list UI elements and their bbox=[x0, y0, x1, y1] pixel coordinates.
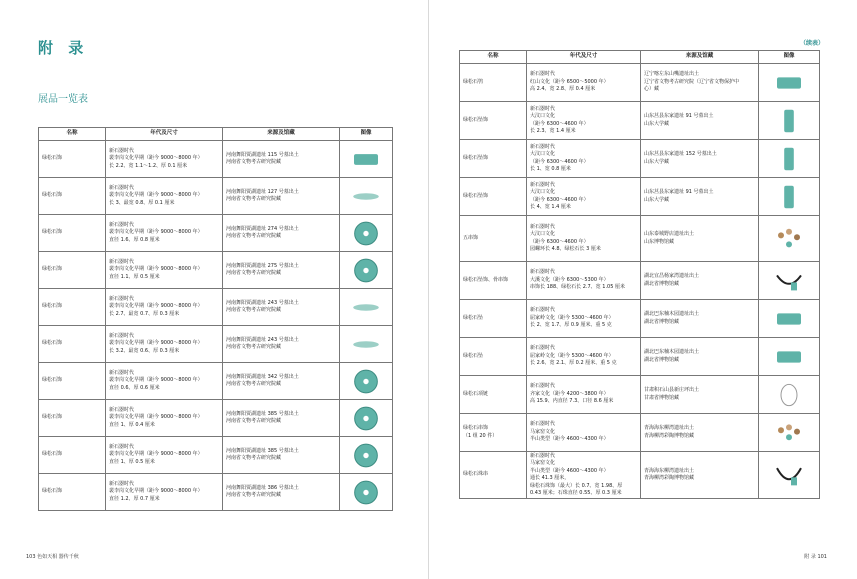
exhibit-table-left bbox=[38, 127, 393, 511]
item-image bbox=[759, 262, 820, 300]
turquoise-artifact-icon bbox=[346, 331, 386, 358]
table-row bbox=[460, 262, 820, 300]
item-era-size bbox=[106, 289, 223, 326]
table-row bbox=[39, 141, 393, 178]
table-row bbox=[460, 376, 820, 414]
era-line: 直径 1.6、厚 0.8 厘米 bbox=[109, 236, 160, 243]
item-name-line: 绿松石项链 bbox=[463, 390, 489, 397]
turquoise-artifact-icon bbox=[769, 183, 809, 211]
item-image bbox=[340, 326, 393, 363]
source-line: 甘肃省博物馆藏 bbox=[644, 394, 680, 401]
table-subtitle: 展品一览表 bbox=[38, 94, 88, 105]
era-line: 裴李岗文化早期（距今 9000～8000 年） bbox=[109, 377, 203, 384]
item-name: 绿松石饰 bbox=[39, 141, 106, 178]
item-image bbox=[340, 178, 393, 215]
table-row bbox=[39, 178, 393, 215]
source-line: 河南省文物考古研究院藏 bbox=[226, 455, 282, 461]
item-era-size bbox=[527, 216, 641, 262]
era-line: 新石器时代 bbox=[530, 105, 556, 112]
turquoise-artifact-icon bbox=[769, 69, 809, 97]
item-name bbox=[460, 178, 527, 216]
source-line: 河南舞阳贾湖遗址 275 号墓出土 bbox=[226, 262, 299, 269]
source-line: 青海海东柳湾遗址出土 bbox=[644, 467, 695, 474]
era-line: 长 2.3、宽 1.4 厘米 bbox=[530, 128, 576, 134]
era-line: 大汶口文化 bbox=[530, 231, 556, 237]
era-line: 长 2.6、宽 2.1、厚 0.2 厘米、重 5 克 bbox=[530, 360, 617, 367]
column-header: 图像 bbox=[340, 128, 393, 141]
era-line: 新石器时代 bbox=[530, 307, 556, 314]
turquoise-artifact-icon bbox=[769, 305, 809, 333]
table-row bbox=[39, 363, 393, 400]
era-line: 新石器时代 bbox=[530, 383, 556, 390]
source-line: 山东大学藏 bbox=[644, 158, 670, 165]
item-image bbox=[340, 215, 393, 252]
item-name-line: 绿松石鸮 bbox=[463, 78, 484, 85]
item-image bbox=[340, 252, 393, 289]
item-image bbox=[340, 437, 393, 474]
era-line: （距今 6300～4600 年） bbox=[530, 158, 589, 165]
item-era-size bbox=[527, 262, 641, 300]
source-line: 辽宁喀左东山嘴遗址出土 bbox=[644, 71, 700, 78]
page-footer-left: 103 色如天相 器传千秋 bbox=[26, 554, 79, 560]
era-line: 裴李岗文化早期（距今 9000～8000 年） bbox=[109, 488, 203, 495]
left-page bbox=[0, 0, 428, 579]
item-name-line: （1 组 20 件） bbox=[463, 432, 498, 439]
item-era-size bbox=[106, 215, 223, 252]
item-name bbox=[460, 338, 527, 376]
table-row bbox=[460, 64, 820, 102]
era-line: 新石器时代 bbox=[109, 369, 135, 376]
turquoise-artifact-icon bbox=[769, 343, 809, 371]
era-line: 半山类型（距今 4600～4300 年） bbox=[530, 467, 609, 474]
item-name bbox=[460, 216, 527, 262]
era-line: 长 3、最宽 0.8、厚 0.1 厘米 bbox=[109, 199, 175, 206]
item-era-size bbox=[527, 178, 641, 216]
turquoise-artifact-icon bbox=[346, 479, 386, 506]
table-row bbox=[39, 437, 393, 474]
turquoise-artifact-icon bbox=[346, 405, 386, 432]
source-line: 山东大学藏 bbox=[644, 196, 670, 203]
era-line: 新石器时代 bbox=[109, 295, 135, 302]
source-line: 湖北省博物馆藏 bbox=[644, 318, 680, 325]
era-line: （距今 6300～4600 年） bbox=[530, 238, 589, 245]
era-line: 新石器时代 bbox=[530, 269, 556, 276]
item-era-size bbox=[106, 178, 223, 215]
item-era-size bbox=[527, 140, 641, 178]
era-line: 裴李岗文化早期（距今 9000～8000 年） bbox=[109, 155, 203, 162]
item-source bbox=[223, 289, 340, 326]
source-line: 山东莒县东家遗址 152 号墓出土 bbox=[644, 151, 717, 157]
item-name bbox=[460, 300, 527, 338]
column-header: 名称 bbox=[39, 128, 106, 141]
source-line: 河南舞阳贾湖遗址 127 号墓出土 bbox=[226, 188, 299, 195]
source-line: 河南舞阳贾湖遗址 385 号墓出土 bbox=[226, 447, 299, 454]
column-header: 名称 bbox=[460, 51, 527, 64]
exhibit-table-right bbox=[459, 50, 820, 499]
table-row bbox=[460, 140, 820, 178]
item-image bbox=[759, 216, 820, 262]
source-line: 山东博物馆藏 bbox=[644, 238, 675, 245]
era-line: 直径 1、厚 0.4 厘米 bbox=[109, 421, 155, 428]
era-line: 屈家岭文化（距今 5300～4600 年） bbox=[530, 352, 614, 359]
era-line: 新石器时代 bbox=[109, 480, 135, 487]
item-name: 绿松石饰 bbox=[39, 437, 106, 474]
item-era-size bbox=[106, 363, 223, 400]
item-era-size bbox=[527, 64, 641, 102]
source-line: 湖北省博物馆藏 bbox=[644, 280, 680, 287]
item-image bbox=[759, 300, 820, 338]
era-line: 长 2.2、宽 1.1～1.2、厚 0.1 厘米 bbox=[109, 162, 188, 169]
item-name bbox=[460, 262, 527, 300]
era-line: 新石器时代 bbox=[109, 184, 135, 191]
era-line: 裴李岗文化早期（距今 9000～8000 年） bbox=[109, 303, 203, 310]
turquoise-artifact-icon bbox=[346, 257, 386, 284]
era-line: 裴李岗文化早期（距今 9000～8000 年） bbox=[109, 192, 203, 199]
item-source bbox=[641, 64, 759, 102]
era-line: （距今 6300～4600 年） bbox=[530, 120, 589, 127]
turquoise-artifact-icon bbox=[769, 221, 809, 257]
item-source bbox=[641, 414, 759, 452]
item-image bbox=[340, 141, 393, 178]
era-line: 大汶口文化 bbox=[530, 189, 556, 195]
source-line: 山东大学藏 bbox=[644, 120, 670, 127]
item-name-line: 五串饰 bbox=[463, 234, 479, 241]
item-era-size bbox=[106, 252, 223, 289]
table-row bbox=[460, 414, 820, 452]
source-line: 河南舞阳贾湖遗址 342 号墓出土 bbox=[226, 373, 299, 380]
source-line: 河南舞阳贾湖遗址 115 号墓出土 bbox=[226, 151, 299, 158]
item-name-line: 绿松石坠饰 bbox=[463, 116, 489, 123]
table-row bbox=[39, 289, 393, 326]
turquoise-artifact-icon bbox=[769, 457, 809, 494]
table-row bbox=[460, 338, 820, 376]
item-era-size bbox=[527, 376, 641, 414]
era-line: 裴李岗文化早期（距今 9000～8000 年） bbox=[109, 451, 203, 458]
item-era-size bbox=[527, 300, 641, 338]
era-line: 新石器时代 bbox=[109, 258, 135, 265]
source-line: 山东泰城野店遗址出土 bbox=[644, 231, 695, 237]
era-line: 大汶口文化 bbox=[530, 151, 556, 157]
era-line: 直径 1、厚 0.5 厘米 bbox=[109, 458, 155, 465]
source-line: 河南舞阳贾湖遗址 386 号墓出土 bbox=[226, 484, 299, 491]
item-image bbox=[759, 338, 820, 376]
era-line: 新石器时代 bbox=[530, 421, 556, 428]
column-header: 年代及尺寸 bbox=[527, 51, 641, 64]
source-line: 河南舞阳贾湖遗址 243 号墓出土 bbox=[226, 299, 299, 306]
source-line: 河南省文物考古研究院藏 bbox=[226, 233, 282, 239]
item-image bbox=[340, 400, 393, 437]
item-source bbox=[223, 474, 340, 511]
item-era-size bbox=[106, 326, 223, 363]
table-row bbox=[39, 326, 393, 363]
era-line: 新石器时代 bbox=[530, 71, 556, 78]
item-name: 绿松石饰 bbox=[39, 474, 106, 511]
era-line: 大汶口文化 bbox=[530, 113, 556, 119]
era-line: 长 2、宽 1.7、厚 0.9 厘米、重 5 克 bbox=[530, 322, 612, 329]
source-line: 河南省文物考古研究院藏 bbox=[226, 344, 282, 350]
item-name: 绿松石饰 bbox=[39, 400, 106, 437]
era-line: 绿松石珠饰（最大）长 0.7、宽 1.98、厚 bbox=[530, 482, 623, 489]
source-line: 河南省文物考古研究院藏 bbox=[226, 492, 282, 498]
item-name-line: 绿松石坠饰 bbox=[463, 154, 489, 161]
era-line: 裴李岗文化早期（距今 9000～8000 年） bbox=[109, 340, 203, 347]
era-line: 新石器时代 bbox=[109, 443, 135, 450]
source-line: 山东莒县东家遗址 91 号墓出土 bbox=[644, 113, 714, 119]
item-era-size bbox=[106, 474, 223, 511]
turquoise-artifact-icon bbox=[346, 183, 386, 210]
item-name bbox=[460, 140, 527, 178]
turquoise-artifact-icon bbox=[769, 381, 809, 409]
turquoise-artifact-icon bbox=[769, 107, 809, 135]
column-header: 来源及馆藏 bbox=[223, 128, 340, 141]
era-line: 红山文化（距今 6500～5000 年） bbox=[530, 78, 609, 85]
era-line: 长 2.7、最宽 0.7、厚 0.3 厘米 bbox=[109, 310, 180, 317]
item-era-size bbox=[106, 400, 223, 437]
item-source bbox=[641, 178, 759, 216]
item-name-line: 绿松石坠 bbox=[463, 314, 484, 321]
table-row bbox=[39, 252, 393, 289]
source-line: 青海柳湾彩陶博物馆藏 bbox=[644, 475, 695, 481]
table-row bbox=[39, 474, 393, 511]
item-source bbox=[641, 216, 759, 262]
era-line: 马家窑文化 bbox=[530, 428, 556, 435]
era-line: 半山类型（距今 4600～4300 年） bbox=[530, 436, 609, 443]
era-line: （距今 6300～4600 年） bbox=[530, 196, 589, 203]
turquoise-artifact-icon bbox=[346, 294, 386, 321]
item-name-line: 绿松石坠 bbox=[463, 352, 484, 359]
item-image bbox=[759, 64, 820, 102]
item-source bbox=[641, 338, 759, 376]
source-line: 河南省文物考古研究院藏 bbox=[226, 307, 282, 313]
item-name: 绿松石饰 bbox=[39, 326, 106, 363]
era-line: 新石器时代 bbox=[530, 143, 556, 150]
table-row bbox=[460, 178, 820, 216]
item-name: 绿松石饰 bbox=[39, 215, 106, 252]
item-name bbox=[460, 64, 527, 102]
turquoise-artifact-icon bbox=[346, 146, 386, 173]
column-header: 来源及馆藏 bbox=[641, 51, 759, 64]
turquoise-artifact-icon bbox=[769, 267, 809, 295]
item-source bbox=[223, 252, 340, 289]
era-line: 裴李岗文化早期（距今 9000～8000 年） bbox=[109, 229, 203, 236]
item-image bbox=[340, 289, 393, 326]
item-image bbox=[759, 414, 820, 452]
item-name-line: 绿松石串饰 bbox=[463, 425, 489, 431]
item-name-line: 绿松石坠饰 bbox=[463, 192, 489, 199]
table-row bbox=[39, 400, 393, 437]
item-name: 绿松石饰 bbox=[39, 252, 106, 289]
item-era-size bbox=[106, 141, 223, 178]
source-line: 河南舞阳贾湖遗址 385 号墓出土 bbox=[226, 410, 299, 417]
table-row bbox=[460, 300, 820, 338]
era-line: 新石器时代 bbox=[530, 223, 556, 230]
item-era-size bbox=[527, 414, 641, 452]
item-source bbox=[223, 437, 340, 474]
item-image bbox=[759, 140, 820, 178]
item-source bbox=[641, 140, 759, 178]
era-line: 直径 0.6、厚 0.6 厘米 bbox=[109, 384, 160, 391]
page-footer-right: 附 录 101 bbox=[804, 554, 827, 560]
source-line: 河南省文物考古研究院藏 bbox=[226, 270, 282, 276]
source-line: 湖北省博物馆藏 bbox=[644, 356, 680, 363]
item-name bbox=[460, 376, 527, 414]
source-line: 河南省文物考古研究院藏 bbox=[226, 159, 282, 165]
era-line: 新石器时代 bbox=[109, 406, 135, 413]
era-line: 裴李岗文化早期（距今 9000～8000 年） bbox=[109, 266, 203, 273]
item-name bbox=[460, 452, 527, 499]
era-line: 通长 41.3 厘米， bbox=[530, 475, 570, 481]
item-source bbox=[641, 262, 759, 300]
era-line: 大溪文化（距今 6300～5300 年） bbox=[530, 276, 609, 283]
era-line: 长 4、宽 1.4 厘米 bbox=[530, 204, 571, 210]
source-line: 河南舞阳贾湖遗址 274 号墓出土 bbox=[226, 225, 299, 232]
era-line: 高 2.4、宽 2.8、厚 0.4 厘米 bbox=[530, 86, 596, 93]
source-line: 湖北宜昌杨家湾遗址出土 bbox=[644, 273, 700, 279]
era-line: 新石器时代 bbox=[109, 147, 135, 154]
era-line: 新石器时代 bbox=[530, 345, 556, 352]
era-line: 0.43 厘米；石珠直径 0.55、厚 0.3 厘米 bbox=[530, 490, 622, 496]
era-line: 高 15.9、内直径 7.3、口径 8.6 厘米 bbox=[530, 398, 614, 405]
item-name bbox=[460, 414, 527, 452]
source-line: 河南省文物考古研究院藏 bbox=[226, 196, 282, 202]
item-source bbox=[223, 326, 340, 363]
table-row bbox=[460, 102, 820, 140]
item-name: 绿松石饰 bbox=[39, 289, 106, 326]
source-line: 河南省文物考古研究院藏 bbox=[226, 381, 282, 387]
item-image bbox=[340, 474, 393, 511]
item-image bbox=[759, 376, 820, 414]
table-row bbox=[460, 216, 820, 262]
era-line: 屈家岭文化（距今 5300～4600 年） bbox=[530, 314, 614, 321]
era-line: 新石器时代 bbox=[530, 452, 556, 459]
item-source bbox=[641, 376, 759, 414]
source-line: 青海海东柳湾遗址出土 bbox=[644, 425, 695, 431]
source-line: 湖北巴东楠木园遗址出土 bbox=[644, 349, 700, 355]
item-source bbox=[223, 400, 340, 437]
era-line: 园螺环长 4.8、绿松石长 3 厘米 bbox=[530, 246, 601, 252]
source-line: 心）藏 bbox=[644, 86, 660, 93]
era-line: 直径 1.2、厚 0.7 厘米 bbox=[109, 495, 160, 502]
right-page bbox=[429, 0, 857, 579]
item-era-size bbox=[527, 338, 641, 376]
item-image bbox=[759, 178, 820, 216]
item-image bbox=[759, 102, 820, 140]
era-line: 新石器时代 bbox=[109, 221, 135, 228]
table-row bbox=[460, 452, 820, 499]
turquoise-artifact-icon bbox=[769, 419, 809, 447]
era-line: 串饰长 188、绿松石长 2.7、宽 1.05 厘米 bbox=[530, 284, 625, 291]
era-line: 直径 1.1、厚 0.5 厘米 bbox=[109, 273, 160, 280]
source-line: 青海柳湾彩陶博物馆藏 bbox=[644, 432, 695, 439]
era-line: 长 3.2、最宽 0.6、厚 0.3 厘米 bbox=[109, 347, 180, 354]
turquoise-artifact-icon bbox=[346, 220, 386, 247]
era-line: 裴李岗文化早期（距今 9000～8000 年） bbox=[109, 414, 203, 421]
item-name-line: 绿松石珠串 bbox=[463, 471, 489, 478]
turquoise-artifact-icon bbox=[346, 368, 386, 395]
item-era-size bbox=[106, 437, 223, 474]
page-title: 附 录 bbox=[38, 39, 89, 57]
source-line: 甘肃积石山县新庄坪出土 bbox=[644, 387, 700, 393]
continued-label: （续表） bbox=[799, 40, 824, 47]
table-row bbox=[39, 215, 393, 252]
column-header: 年代及尺寸 bbox=[106, 128, 223, 141]
item-era-size bbox=[527, 102, 641, 140]
item-source bbox=[223, 178, 340, 215]
era-line: 马家窑文化 bbox=[530, 460, 556, 466]
era-line: 长 1、宽 0.8 厘米 bbox=[530, 166, 571, 172]
turquoise-artifact-icon bbox=[769, 145, 809, 173]
item-era-size bbox=[527, 452, 641, 499]
column-header: 图像 bbox=[759, 51, 820, 64]
turquoise-artifact-icon bbox=[346, 442, 386, 469]
era-line: 新石器时代 bbox=[109, 332, 135, 339]
item-image bbox=[759, 452, 820, 499]
item-source bbox=[223, 141, 340, 178]
item-source bbox=[641, 102, 759, 140]
source-line: 河南舞阳贾湖遗址 243 号墓出土 bbox=[226, 336, 299, 343]
item-name bbox=[460, 102, 527, 140]
item-name-line: 绿松石坠饰、骨串饰 bbox=[463, 276, 509, 283]
item-image bbox=[340, 363, 393, 400]
item-source bbox=[641, 452, 759, 499]
item-source bbox=[223, 363, 340, 400]
era-line: 齐家文化（距今 4200～3800 年） bbox=[530, 390, 609, 397]
item-name: 绿松石饰 bbox=[39, 363, 106, 400]
item-name: 绿松石饰 bbox=[39, 178, 106, 215]
source-line: 辽宁省文物考古研究院（辽宁省文物保护中 bbox=[644, 78, 740, 85]
source-line: 河南省文物考古研究院藏 bbox=[226, 418, 282, 424]
item-source bbox=[641, 300, 759, 338]
item-source bbox=[223, 215, 340, 252]
era-line: 新石器时代 bbox=[530, 181, 556, 188]
source-line: 山东莒县东家遗址 91 号墓出土 bbox=[644, 189, 714, 195]
source-line: 湖北巴东楠木园遗址出土 bbox=[644, 311, 700, 317]
